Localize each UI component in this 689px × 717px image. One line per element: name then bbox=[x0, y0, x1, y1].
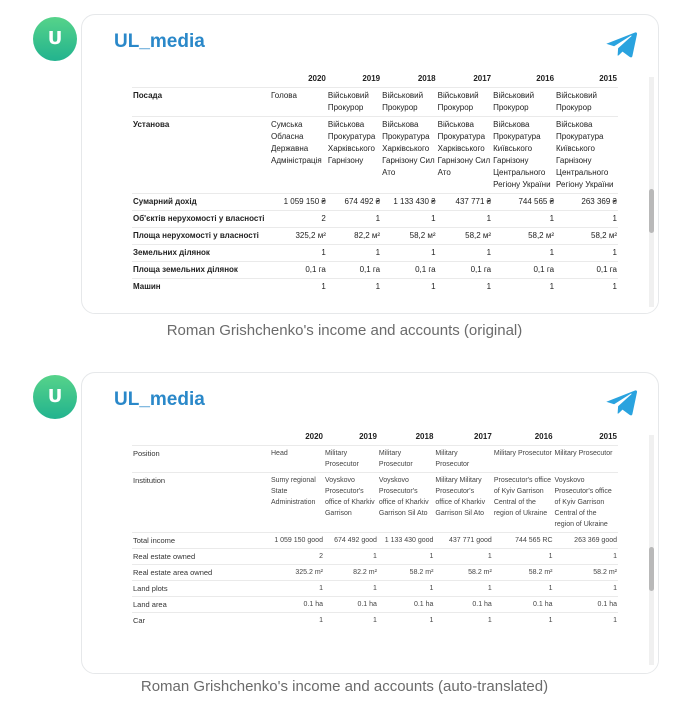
channel-avatar[interactable]: U bbox=[33, 17, 77, 61]
table-cell: Military Prosecutor bbox=[434, 446, 492, 473]
header-spacer bbox=[132, 429, 270, 446]
table-cell: 0,1 га bbox=[492, 262, 555, 279]
table-cell: 674 492 good bbox=[324, 533, 378, 549]
table-cell: Voyskovo Prosecutor's office of Kharkiv Garrison bbox=[324, 473, 378, 533]
row-label: Площа земельних ділянок bbox=[132, 262, 270, 279]
table-cell: 325.2 m² bbox=[270, 565, 324, 581]
table-cell: 0,1 га bbox=[555, 262, 618, 279]
table-row bbox=[132, 473, 618, 533]
row-label: Real estate area owned bbox=[132, 565, 270, 581]
year-header: 2019 bbox=[359, 432, 377, 441]
table-row bbox=[132, 279, 618, 296]
channel-name[interactable]: UL_media bbox=[114, 389, 205, 410]
table-cell: 0.1 ha bbox=[270, 597, 324, 613]
row-label: Посада bbox=[132, 88, 270, 117]
table-cell: Військовий Прокурор bbox=[555, 88, 618, 117]
scrollbar[interactable] bbox=[649, 435, 654, 665]
telegram-icon[interactable] bbox=[606, 389, 638, 417]
year-header: 2018 bbox=[415, 432, 434, 441]
table-cell: 58.2 m² bbox=[554, 565, 618, 581]
table-cell: 1 bbox=[493, 581, 554, 597]
table-cell: Military Prosecutor bbox=[378, 446, 435, 473]
year-header: 2016 bbox=[534, 432, 553, 441]
table-cell: 0.1 ha bbox=[493, 597, 554, 613]
table-cell: 437 771 good bbox=[434, 533, 492, 549]
table-cell: 263 369 ₴ bbox=[555, 194, 618, 211]
table-cell: 82,2 м² bbox=[327, 228, 381, 245]
table-cell: 2 bbox=[270, 211, 327, 228]
table-cell: 1 bbox=[493, 549, 554, 565]
table-cell: 1 bbox=[381, 279, 437, 296]
year-header: 2017 bbox=[474, 432, 492, 441]
table-cell: 263 369 good bbox=[554, 533, 618, 549]
channel-avatar[interactable]: U bbox=[33, 375, 77, 419]
table-cell: Military Prosecutor bbox=[493, 446, 554, 473]
table-cell: 1 bbox=[324, 549, 378, 565]
row-label: Земельних ділянок bbox=[132, 245, 270, 262]
row-label: Position bbox=[132, 446, 270, 473]
table-cell: Голова bbox=[270, 88, 327, 117]
income-table bbox=[132, 71, 618, 295]
table-cell: 1 bbox=[437, 279, 493, 296]
table-cell: Військовий Прокурор bbox=[437, 88, 493, 117]
year-header: 2020 bbox=[308, 74, 326, 83]
table-cell: 1 bbox=[493, 613, 554, 629]
table-cell: 58,2 м² bbox=[492, 228, 555, 245]
table-cell: 1 bbox=[492, 211, 555, 228]
year-header: 2019 bbox=[362, 74, 381, 83]
table-row bbox=[132, 597, 618, 613]
year-header: 2017 bbox=[473, 74, 492, 83]
table-cell: Military Prosecutor bbox=[554, 446, 618, 473]
table-cell: 1 bbox=[378, 549, 435, 565]
row-label: Площа нерухомості у власності bbox=[132, 228, 270, 245]
row-label: Real estate owned bbox=[132, 549, 270, 565]
year-header: 2016 bbox=[536, 74, 555, 83]
scrollbar-thumb[interactable] bbox=[649, 189, 654, 233]
table-cell: 1 bbox=[378, 581, 435, 597]
table-cell: 1 bbox=[270, 613, 324, 629]
income-table bbox=[132, 429, 618, 628]
table-cell: 1 bbox=[555, 279, 618, 296]
table-cell: 1 bbox=[270, 279, 327, 296]
year-header: 2015 bbox=[599, 74, 617, 83]
table-screenshot[interactable] bbox=[92, 427, 658, 673]
table-cell: 1 bbox=[554, 549, 618, 565]
row-label: Car bbox=[132, 613, 270, 629]
table-cell: 0,1 га bbox=[327, 262, 381, 279]
table-row bbox=[132, 565, 618, 581]
table-cell: Військовий Прокурор bbox=[327, 88, 381, 117]
header-spacer bbox=[132, 71, 270, 88]
table-cell: 1 133 430 ₴ bbox=[381, 194, 437, 211]
table-cell: Voyskovo Prosecutor's office of Kyiv Garrison Central of the region of Ukraine bbox=[554, 473, 618, 533]
table-cell: 0.1 ha bbox=[554, 597, 618, 613]
row-label: Об'єктів нерухомості у власності bbox=[132, 211, 270, 228]
table-cell: Head bbox=[270, 446, 324, 473]
table-cell: 1 bbox=[554, 581, 618, 597]
table-cell: 437 771 ₴ bbox=[437, 194, 493, 211]
table-row bbox=[132, 211, 618, 228]
table-cell: Military Prosecutor bbox=[324, 446, 378, 473]
table-cell: 0,1 га bbox=[381, 262, 437, 279]
row-label: Land area bbox=[132, 597, 270, 613]
table-row bbox=[132, 581, 618, 597]
table-row bbox=[132, 446, 618, 473]
table-cell: Військова Прокуратура Харківського Гарнізону Сил Ато bbox=[381, 117, 437, 194]
table-cell: 1 bbox=[554, 613, 618, 629]
table-cell: 1 bbox=[434, 581, 492, 597]
table-cell: 82.2 m² bbox=[324, 565, 378, 581]
row-label: Установа bbox=[132, 117, 270, 194]
table-cell: 1 bbox=[327, 279, 381, 296]
year-header: 2015 bbox=[599, 432, 617, 441]
table-cell: 0.1 ha bbox=[434, 597, 492, 613]
table-cell: 1 bbox=[324, 581, 378, 597]
table-cell: 1 bbox=[434, 549, 492, 565]
table-cell: 1 bbox=[381, 211, 437, 228]
row-label: Total income bbox=[132, 533, 270, 549]
post-caption: Roman Grishchenko's income and accounts (auto-translated) bbox=[140, 678, 549, 695]
post-translated bbox=[0, 358, 689, 717]
year-header: 2020 bbox=[305, 432, 323, 441]
table-cell: 1 133 430 good bbox=[378, 533, 435, 549]
table-screenshot[interactable] bbox=[92, 69, 658, 314]
table-cell: 325,2 м² bbox=[270, 228, 327, 245]
row-label: Institution bbox=[132, 473, 270, 533]
table-cell: Сумська Обласна Державна Адміністрація bbox=[270, 117, 327, 194]
year-header: 2018 bbox=[417, 74, 436, 83]
scrollbar-thumb[interactable] bbox=[649, 547, 654, 591]
table-cell: 1 bbox=[434, 613, 492, 629]
table-cell: Військова Прокуратура Київського Гарнізону Центрального Регіону України bbox=[492, 117, 555, 194]
table-cell: 1 bbox=[492, 279, 555, 296]
table-cell: 1 bbox=[437, 245, 493, 262]
table-cell: Військова Прокуратура Київського Гарнізону Центрального Регіону України bbox=[555, 117, 618, 194]
table-cell: Військова Прокуратура Харківського Гарнізону bbox=[327, 117, 381, 194]
table-cell: Military Military Prosecutor's office of Kharkiv Garrison Sil Ato bbox=[434, 473, 492, 533]
table-cell: 1 bbox=[381, 245, 437, 262]
table-cell: 1 bbox=[437, 211, 493, 228]
table-cell: 1 bbox=[555, 211, 618, 228]
row-label: Сумарний дохід bbox=[132, 194, 270, 211]
table-cell: Військова Прокуратура Харківського Гарнізону Сил Ато bbox=[437, 117, 493, 194]
table-cell: 1 bbox=[270, 245, 327, 262]
table-cell: 1 bbox=[324, 613, 378, 629]
telegram-icon[interactable] bbox=[606, 31, 638, 59]
table-cell: 1 bbox=[327, 211, 381, 228]
table-cell: 2 bbox=[270, 549, 324, 565]
table-row bbox=[132, 245, 618, 262]
table-row bbox=[132, 533, 618, 549]
table-row bbox=[132, 549, 618, 565]
table-row bbox=[132, 88, 618, 117]
channel-name[interactable]: UL_media bbox=[114, 31, 205, 52]
post-card bbox=[81, 372, 659, 674]
table-cell: 1 bbox=[378, 613, 435, 629]
table-cell: 1 059 150 ₴ bbox=[270, 194, 327, 211]
row-label: Land plots bbox=[132, 581, 270, 597]
table-cell: 58.2 m² bbox=[493, 565, 554, 581]
table-cell: 744 565 RC bbox=[493, 533, 554, 549]
table-cell: 58.2 m² bbox=[378, 565, 435, 581]
table-row bbox=[132, 228, 618, 245]
table-cell: 1 bbox=[492, 245, 555, 262]
table-cell: 58.2 m² bbox=[434, 565, 492, 581]
table-cell: 1 059 150 good bbox=[270, 533, 324, 549]
table-cell: Військовий Прокурор bbox=[492, 88, 555, 117]
table-cell: 1 bbox=[270, 581, 324, 597]
table-cell: 58,2 м² bbox=[381, 228, 437, 245]
table-row bbox=[132, 194, 618, 211]
post-caption: Roman Grishchenko's income and accounts (original) bbox=[166, 322, 523, 339]
table-cell: 674 492 ₴ bbox=[327, 194, 381, 211]
table-cell: 0.1 ha bbox=[378, 597, 435, 613]
table-cell: Voyskovo Prosecutor's office of Kharkiv Garrison Sil Ato bbox=[378, 473, 435, 533]
table-cell: 58,2 м² bbox=[555, 228, 618, 245]
post-original bbox=[0, 0, 689, 353]
table-cell: 1 bbox=[555, 245, 618, 262]
table-cell: 0,1 га bbox=[437, 262, 493, 279]
table-cell: 0.1 ha bbox=[324, 597, 378, 613]
table-row bbox=[132, 262, 618, 279]
table-cell: 744 565 ₴ bbox=[492, 194, 555, 211]
table-cell: Prosecutor's office of Kyiv Garrison Central of the region of Ukraine bbox=[493, 473, 554, 533]
table-cell: 58,2 м² bbox=[437, 228, 493, 245]
table-cell: 1 bbox=[327, 245, 381, 262]
scrollbar[interactable] bbox=[649, 77, 654, 307]
table-cell: 0,1 га bbox=[270, 262, 327, 279]
table-cell: Військовий Прокурор bbox=[381, 88, 437, 117]
table-cell: Sumy regional State Administration bbox=[270, 473, 324, 533]
table-row bbox=[132, 117, 618, 194]
row-label: Машин bbox=[132, 279, 270, 296]
table-row bbox=[132, 613, 618, 629]
post-card bbox=[81, 14, 659, 314]
